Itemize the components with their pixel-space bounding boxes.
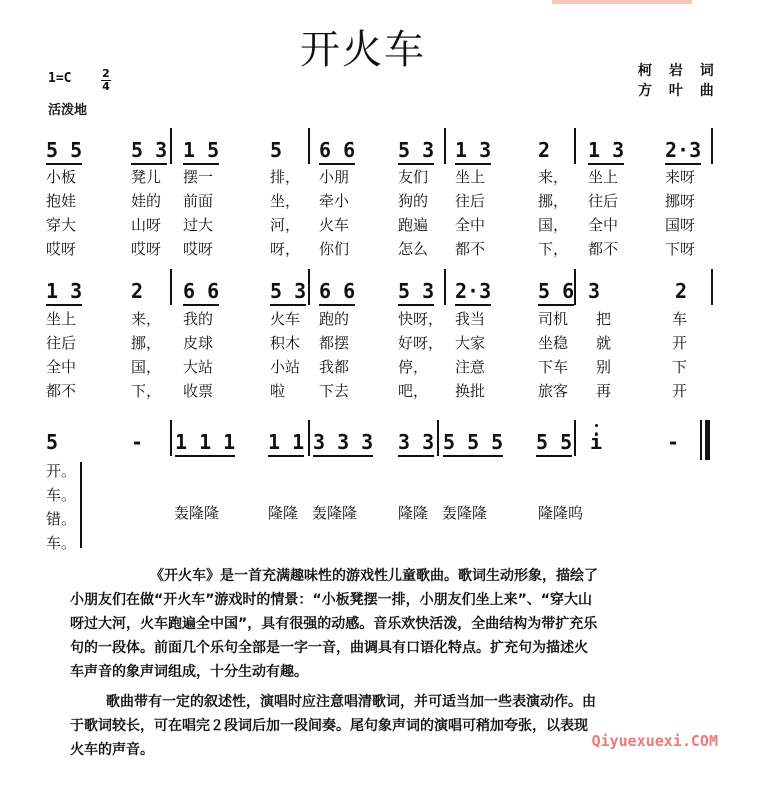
note-group: 1 1 [268, 430, 304, 457]
lyric: 下， [131, 382, 162, 400]
lyric: 就 [596, 334, 612, 352]
onomatopoeia: 轰隆隆 [442, 504, 488, 522]
lyric: 排， [270, 168, 301, 186]
lyric: 过大 [183, 216, 214, 234]
note-group: - [667, 430, 680, 454]
note-group: 3 3 [398, 430, 434, 457]
lyric: 我的 [183, 310, 214, 328]
final-barline-thick [705, 420, 710, 460]
lyric: 来呀 [665, 168, 696, 186]
lyric: 大站 [183, 358, 214, 376]
description-line: 歌曲带有一定的叙述性，演唱时应注意唱清歌词，并可适当加一些表演动作。由 [106, 694, 596, 710]
lyric: 把 [596, 310, 612, 328]
composer-credit: 方 叶 曲 [638, 83, 720, 99]
barline [711, 128, 713, 164]
lyric: 快呀， [398, 310, 444, 328]
lyric: 哎呀 [131, 240, 162, 258]
lyric: 跑遍 [398, 216, 429, 234]
barline [711, 269, 713, 305]
note-group: 5 [46, 430, 59, 454]
note-group: 2·3 [455, 279, 491, 306]
key-signature: 1=C [48, 71, 72, 86]
lyric: 摆一 [183, 168, 214, 186]
lyric: 下， [538, 240, 569, 258]
lyric: 下 [672, 358, 688, 376]
lyric: 坐上 [46, 310, 77, 328]
final-barline-thin [700, 420, 702, 460]
note-group: - [131, 430, 144, 454]
ending-lyric: 开。 [46, 462, 77, 480]
note-group: 1 3 [588, 138, 624, 165]
note-group: 1 5 [183, 138, 219, 165]
onomatopoeia: 隆隆 [398, 504, 429, 522]
lyric: 友们 [398, 168, 429, 186]
lyric: 抱娃 [46, 192, 77, 210]
lyric: 开 [672, 334, 688, 352]
lyric: 火车 [319, 216, 350, 234]
lyric: 国， [538, 216, 569, 234]
lyric: 跑的 [319, 310, 350, 328]
lyric: 哎呀 [46, 240, 77, 258]
lyric: 牵小 [319, 192, 350, 210]
lyric: 我都 [319, 358, 350, 376]
note-group: i [590, 430, 603, 454]
lyric: 前面 [183, 192, 214, 210]
lyric: 挪， [538, 192, 569, 210]
lyric: 你们 [319, 240, 350, 258]
lyric: 凳儿 [131, 168, 162, 186]
note-group: 5 3 [131, 138, 167, 165]
onomatopoeia: 隆隆呜 [538, 504, 584, 522]
lyric: 河， [270, 216, 301, 234]
lyric: 挪， [131, 334, 162, 352]
description-line: 火车的声音。 [70, 742, 154, 758]
lyric: 小板 [46, 168, 77, 186]
site-watermark: Qiyuexuexi.COM [591, 732, 718, 750]
note-group: 5 [270, 138, 283, 162]
lyric: 来， [538, 168, 569, 186]
lyric: 司机 [538, 310, 569, 328]
barline [444, 269, 446, 305]
barline [444, 128, 446, 164]
onomatopoeia: 轰隆隆 [312, 504, 358, 522]
note-group: 6 6 [319, 279, 355, 306]
lyric: 啦 [270, 382, 286, 400]
lyric: 挪呀 [665, 192, 696, 210]
barline [437, 420, 439, 456]
lyric: 下车 [538, 358, 569, 376]
lyric: 来， [131, 310, 162, 328]
lyric: 山呀 [131, 216, 162, 234]
note-group: 2 [675, 279, 688, 303]
lyric: 狗的 [398, 192, 429, 210]
note-group: 5 3 [398, 138, 434, 165]
lyric: 注意 [455, 358, 486, 376]
description-line: 小朋友们在做“开火车”游戏时的情景：“小板凳摆一排，小朋友们坐上来”、“穿大山 [70, 592, 593, 608]
note-group: 5 6 [538, 279, 574, 306]
note-group: 2·3 [665, 138, 701, 165]
note-group: 1 3 [46, 279, 82, 306]
lyric: 坐， [270, 192, 301, 210]
lyric: 换批 [455, 382, 486, 400]
barline [574, 269, 576, 305]
note-group: 3 3 3 [313, 430, 373, 457]
lyric: 全中 [588, 216, 619, 234]
lyric: 收票 [183, 382, 214, 400]
ending-lyric: 车。 [46, 486, 77, 504]
note-group: 6 6 [183, 279, 219, 306]
lyric: 都不 [455, 240, 486, 258]
note-group: 1 3 [455, 138, 491, 165]
song-title: 开火车 [300, 27, 426, 73]
lyric: 小朋 [319, 168, 350, 186]
lyric: 都摆 [319, 334, 350, 352]
ending-lyric: 错。 [46, 510, 77, 528]
top-edge-mark [552, 0, 692, 4]
high-octave-dot [595, 424, 598, 427]
lyric: 呀， [270, 240, 301, 258]
lyric: 车 [672, 310, 688, 328]
lyric: 往后 [588, 192, 619, 210]
lyric: 大家 [455, 334, 486, 352]
barline [308, 420, 310, 456]
barline [170, 420, 172, 456]
lyric: 好呀， [398, 334, 444, 352]
lyric: 哎呀 [183, 240, 214, 258]
lyric: 都不 [588, 240, 619, 258]
lyric: 穿大 [46, 216, 77, 234]
meter-bottom: 4 [102, 80, 110, 93]
note-group: 2 [538, 138, 551, 162]
lyric: 我当 [455, 310, 486, 328]
barline [308, 128, 310, 164]
lyric: 再 [596, 382, 612, 400]
note-group: 5 5 [46, 138, 82, 165]
note-group: 5 5 [536, 430, 572, 457]
description-line: 句的一段体。前面几个乐句全部是一字一音，曲调具有口语化特点。扩充句为描述火 [70, 640, 588, 656]
note-group: 2 [131, 279, 144, 303]
lyric: 下呀 [665, 240, 696, 258]
lyric: 火车 [270, 310, 301, 328]
note-group: 5 3 [270, 279, 306, 306]
lyric: 旅客 [538, 382, 569, 400]
lyric: 坐上 [588, 168, 619, 186]
barline [170, 128, 172, 164]
barline [574, 420, 576, 456]
tempo-marking: 活泼地 [48, 103, 88, 118]
barline [308, 269, 310, 305]
lyricist-credit: 柯 岩 词 [638, 63, 720, 79]
barline [170, 269, 172, 305]
lyric: 别 [596, 358, 612, 376]
lyric: 国呀 [665, 216, 696, 234]
lyric: 下去 [319, 382, 350, 400]
lyric: 全中 [455, 216, 486, 234]
verse-bracket [80, 462, 82, 548]
onomatopoeia: 隆隆 [268, 504, 299, 522]
description-line: 于歌词较长，可在唱完２段词后加一段间奏。尾句象声词的演唱可稍加夸张，以表现 [70, 718, 588, 734]
time-signature [100, 68, 112, 93]
lyric: 皮球 [183, 334, 214, 352]
lyric: 开 [672, 382, 688, 400]
onomatopoeia: 轰隆隆 [174, 504, 220, 522]
note-group: 6 6 [319, 138, 355, 165]
lyric: 往后 [455, 192, 486, 210]
lyric: 坐上 [455, 168, 486, 186]
note-group: 5 5 5 [443, 430, 503, 457]
lyric: 小站 [270, 358, 301, 376]
note-group: 3 [588, 279, 601, 303]
lyric: 吧， [398, 382, 429, 400]
lyric: 全中 [46, 358, 77, 376]
description-line: 车声音的象声词组成，十分生动有趣。 [70, 664, 308, 680]
meter-top: 2 [102, 67, 110, 80]
note-group: 5 3 [398, 279, 434, 306]
lyric: 怎么 [398, 240, 429, 258]
lyric: 停， [398, 358, 429, 376]
lyric: 往后 [46, 334, 77, 352]
description-line: 《开火车》是一首充满趣味性的游戏性儿童歌曲。歌词生动形象，描绘了 [150, 568, 598, 584]
barline [574, 128, 576, 164]
lyric: 坐稳 [538, 334, 569, 352]
lyric: 都不 [46, 382, 77, 400]
lyric: 娃的 [131, 192, 162, 210]
description-line: 呀过大河，火车跑遍全中国”，具有很强的动感。音乐欢快活泼，全曲结构为带扩充乐 [70, 616, 598, 632]
lyric: 国， [131, 358, 162, 376]
lyric: 积木 [270, 334, 301, 352]
ending-lyric: 车。 [46, 534, 77, 552]
note-group: 1 1 1 [175, 430, 235, 457]
